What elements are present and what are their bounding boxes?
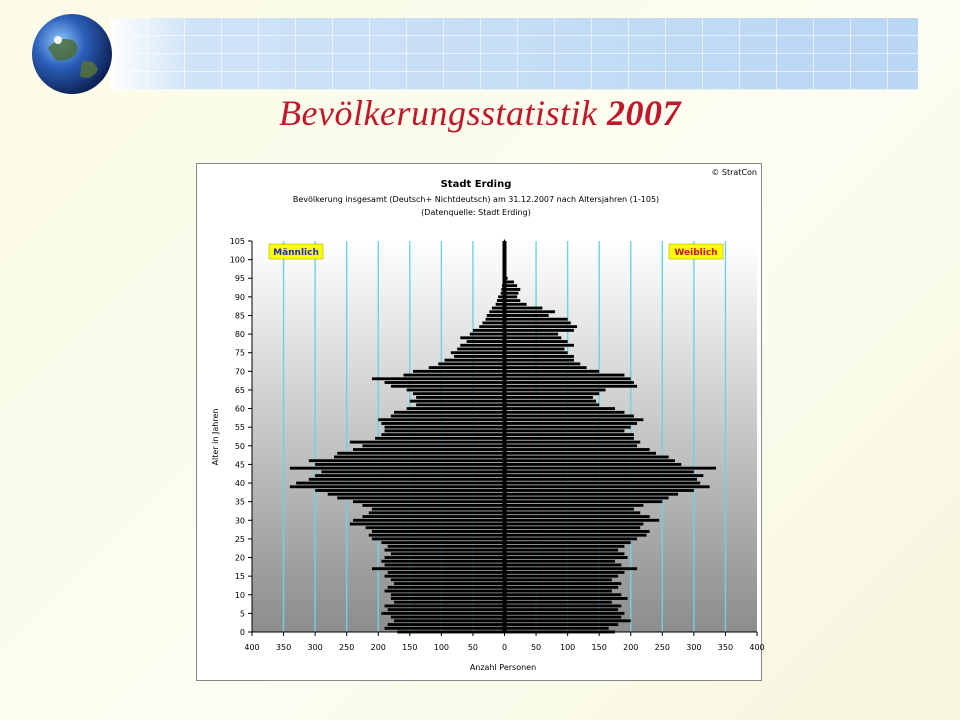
y-tick-label: 75: [234, 348, 245, 358]
bar-female: [505, 556, 628, 559]
bar-female: [505, 530, 650, 533]
bar-female: [505, 604, 622, 607]
y-tick-label: 100: [229, 255, 245, 265]
y-tick-label: 25: [234, 534, 245, 544]
bar-female: [505, 619, 631, 622]
bar-female: [505, 407, 615, 410]
bar-female: [505, 381, 634, 384]
bar-male: [334, 456, 504, 459]
bar-male: [381, 612, 504, 615]
y-tick-label: 40: [234, 479, 245, 489]
bar-female: [505, 608, 619, 611]
bar-male: [353, 448, 505, 451]
bar-female: [505, 597, 628, 600]
x-tick-label: 150: [591, 643, 607, 652]
x-tick-label: 300: [686, 643, 702, 652]
bar-female: [505, 504, 644, 507]
bar-male: [391, 616, 505, 619]
bar-male: [381, 541, 504, 544]
bar-female: [505, 351, 568, 354]
bar-female: [505, 463, 682, 466]
bar-female: [505, 485, 710, 488]
bar-male: [489, 310, 504, 313]
bar-female: [505, 429, 625, 432]
bar-female: [505, 500, 663, 503]
bar-male: [385, 429, 505, 432]
bar-male: [290, 485, 505, 488]
bar-male: [407, 407, 505, 410]
bar-male: [388, 545, 505, 548]
bar-female: [505, 575, 619, 578]
bar-male: [388, 571, 505, 574]
bar-male: [385, 575, 505, 578]
bar-female: [505, 310, 556, 313]
y-tick-label: 15: [234, 572, 245, 582]
page-title: Bevölkerungsstatistik 2007: [279, 93, 681, 133]
bar-female: [505, 493, 679, 496]
bar-male: [460, 344, 504, 347]
y-tick-label: 65: [234, 385, 245, 395]
legend-female-label: Weiblich: [674, 248, 718, 258]
bar-male: [388, 623, 505, 626]
bar-male: [467, 340, 505, 343]
x-tick-label: 100: [559, 643, 576, 652]
bar-female: [505, 497, 669, 500]
x-tick-label: 150: [402, 643, 418, 652]
bar-male: [385, 627, 505, 630]
x-tick-label: 200: [623, 643, 639, 652]
bar-female: [505, 511, 641, 514]
bar-male: [369, 534, 505, 537]
bar-male: [385, 564, 505, 567]
bar-male: [321, 470, 504, 473]
bar-female: [505, 374, 625, 377]
bar-male: [416, 396, 504, 399]
y-tick-label: 30: [234, 516, 245, 526]
bar-male: [385, 556, 505, 559]
y-tick-label: 60: [234, 404, 245, 414]
y-axis-label: Alter in Jahren: [211, 408, 220, 466]
bar-female: [505, 355, 574, 358]
bar-male: [391, 597, 505, 600]
y-tick-label: 85: [234, 311, 245, 321]
bar-male: [315, 463, 504, 466]
bar-male: [353, 519, 505, 522]
bar-male: [362, 504, 504, 507]
bar-male: [429, 366, 505, 369]
bar-female: [505, 612, 625, 615]
bar-female: [505, 526, 641, 529]
bar-female: [505, 567, 638, 570]
bar-female: [505, 318, 568, 321]
bar-female: [505, 366, 587, 369]
bar-female: [505, 321, 571, 324]
legend-male: [269, 244, 323, 259]
bar-female: [505, 478, 698, 481]
y-tick-label: 20: [234, 553, 245, 563]
bar-male: [391, 385, 505, 388]
bar-male: [457, 348, 504, 351]
bar-female: [505, 515, 650, 518]
bar-female: [505, 586, 619, 589]
bar-female: [505, 519, 660, 522]
x-tick-label: 400: [244, 643, 260, 652]
y-tick-label: 95: [234, 274, 245, 284]
bar-male: [381, 560, 504, 563]
y-tick-label: 0: [239, 628, 245, 637]
y-tick-label: 5: [239, 609, 245, 619]
y-tick-label: 10: [234, 590, 245, 600]
bar-male: [482, 321, 504, 324]
bar-male: [473, 329, 505, 332]
bar-male: [479, 325, 504, 328]
bar-female: [505, 456, 669, 459]
bar-female: [505, 549, 619, 552]
bar-female: [505, 452, 657, 455]
bar-female: [505, 411, 625, 414]
x-axis-label: Anzahl Personen: [469, 663, 537, 672]
bar-male: [413, 392, 505, 395]
bar-male: [394, 411, 504, 414]
bar-female: [505, 545, 625, 548]
bar-male: [487, 314, 505, 317]
bar-female: [505, 590, 612, 593]
bar-male: [372, 567, 505, 570]
bar-female: [505, 344, 574, 347]
x-tick-label: 350: [717, 643, 734, 652]
bar-female: [505, 348, 565, 351]
bar-male: [315, 489, 504, 492]
bar-male: [391, 578, 505, 581]
bar-female: [505, 601, 612, 604]
bar-female: [505, 441, 641, 444]
bar-male: [290, 467, 505, 470]
y-tick-label: 35: [234, 497, 245, 507]
x-tick-label: 0: [501, 643, 508, 652]
bar-female: [505, 299, 521, 302]
bar-male: [404, 374, 505, 377]
bar-male: [353, 500, 505, 503]
bar-male: [372, 530, 505, 533]
bar-male: [410, 400, 505, 403]
bar-female: [505, 564, 622, 567]
globe-icon: [28, 10, 116, 98]
world-map-decoration: [110, 18, 918, 90]
bar-female: [505, 534, 647, 537]
bar-female: [505, 403, 600, 406]
bar-female: [505, 489, 694, 492]
bar-male: [391, 593, 505, 596]
bar-female: [505, 433, 634, 436]
bar-male: [381, 422, 504, 425]
bar-male: [372, 377, 505, 380]
bar-male: [385, 426, 505, 429]
bar-female: [505, 314, 549, 317]
bar-male: [388, 586, 505, 589]
bar-male: [438, 362, 504, 365]
bar-female: [505, 288, 521, 291]
bar-male: [470, 333, 505, 336]
bar-female: [505, 336, 562, 339]
chart-svg: [197, 164, 765, 680]
bar-female: [505, 362, 581, 365]
header-banner: [110, 18, 918, 90]
bar-male: [309, 459, 505, 462]
bar-male: [315, 474, 504, 477]
bar-male: [391, 552, 505, 555]
bar-female: [505, 333, 559, 336]
bar-male: [451, 351, 505, 354]
bar-female: [505, 552, 625, 555]
bar-female: [505, 578, 612, 581]
chart-copyright: © StratCon: [711, 168, 757, 177]
bar-female: [505, 400, 597, 403]
y-tick-label: 45: [234, 460, 245, 470]
bar-male: [407, 389, 505, 392]
bar-male: [309, 478, 505, 481]
bar-male: [391, 415, 505, 418]
x-tick-label: 200: [370, 643, 386, 652]
bar-male: [296, 482, 504, 485]
y-tick-label: 70: [234, 367, 245, 377]
bar-female: [505, 325, 578, 328]
bar-male: [385, 381, 505, 384]
bar-female: [505, 459, 675, 462]
chart-subtitle: Bevölkerung insgesamt (Deutsch+ Nichtdeutsch) am 31.12.2007 nach Altersjahren (1-105): [292, 195, 660, 204]
legend-male-label: Männlich: [273, 248, 319, 258]
x-tick-label: 50: [530, 643, 542, 652]
bar-female: [505, 616, 622, 619]
bar-male: [486, 318, 505, 321]
bar-female: [505, 537, 638, 540]
bar-male: [362, 444, 504, 447]
bar-male: [385, 590, 505, 593]
bar-female: [505, 422, 638, 425]
y-tick-label: 105: [229, 237, 245, 246]
bar-female: [505, 307, 543, 310]
bar-female: [505, 426, 631, 429]
bar-male: [460, 336, 504, 339]
bar-female: [505, 508, 634, 511]
bar-male: [372, 508, 505, 511]
bar-female: [505, 389, 606, 392]
bar-male: [337, 452, 504, 455]
x-tick-label: 250: [339, 643, 355, 652]
bar-male: [375, 437, 504, 440]
bar-male: [337, 497, 504, 500]
bar-male: [394, 582, 504, 585]
bar-female: [505, 541, 631, 544]
y-tick-label: 55: [234, 423, 245, 433]
bar-female: [505, 474, 704, 477]
bar-female: [505, 370, 600, 373]
bar-female: [505, 627, 609, 630]
bar-male: [454, 355, 505, 358]
bar-female: [505, 396, 593, 399]
bar-female: [505, 303, 527, 306]
bar-female: [505, 340, 568, 343]
bar-female: [505, 444, 638, 447]
bar-female: [505, 415, 634, 418]
bar-male: [385, 549, 505, 552]
bar-female: [505, 392, 600, 395]
bar-male: [381, 433, 504, 436]
x-tick-label: 350: [275, 643, 292, 652]
bar-female: [505, 560, 615, 563]
bar-male: [416, 403, 504, 406]
chart-source: (Datenquelle: Stadt Erding): [421, 208, 531, 217]
x-tick-label: 100: [433, 643, 450, 652]
bar-male: [328, 493, 505, 496]
bar-female: [505, 470, 694, 473]
x-tick-label: 400: [749, 643, 765, 652]
bar-female: [505, 292, 519, 295]
bar-female: [505, 377, 631, 380]
bar-male: [350, 523, 505, 526]
bar-female: [505, 593, 622, 596]
bar-female: [505, 437, 634, 440]
bar-male: [369, 511, 505, 514]
x-tick-label: 250: [654, 643, 670, 652]
bar-male: [413, 370, 505, 373]
bar-female: [505, 359, 574, 362]
bar-female: [505, 571, 625, 574]
bar-male: [378, 418, 504, 421]
bar-female: [505, 467, 716, 470]
y-tick-label: 90: [234, 292, 245, 302]
population-pyramid-chart: [196, 163, 765, 681]
bar-female: [505, 385, 638, 388]
bar-female: [505, 482, 701, 485]
bar-female: [505, 582, 622, 585]
bar-female: [505, 418, 644, 421]
legend-female: [669, 244, 723, 259]
x-tick-label: 300: [307, 643, 323, 652]
bar-female: [505, 448, 650, 451]
bar-male: [394, 619, 504, 622]
bar-male: [362, 515, 504, 518]
bar-male: [385, 604, 505, 607]
bar-female: [505, 623, 619, 626]
center-axis-bar: [503, 241, 507, 632]
y-tick-label: 80: [234, 330, 245, 340]
bar-male: [372, 537, 505, 540]
bar-male: [388, 608, 505, 611]
bar-female: [505, 523, 644, 526]
bar-female: [505, 329, 574, 332]
bar-male: [394, 601, 504, 604]
bar-male: [350, 441, 505, 444]
chart-title: Stadt Erding: [440, 179, 512, 190]
x-tick-label: 50: [467, 643, 479, 652]
bar-male: [445, 359, 505, 362]
bar-male: [366, 526, 505, 529]
y-tick-label: 50: [234, 441, 245, 451]
